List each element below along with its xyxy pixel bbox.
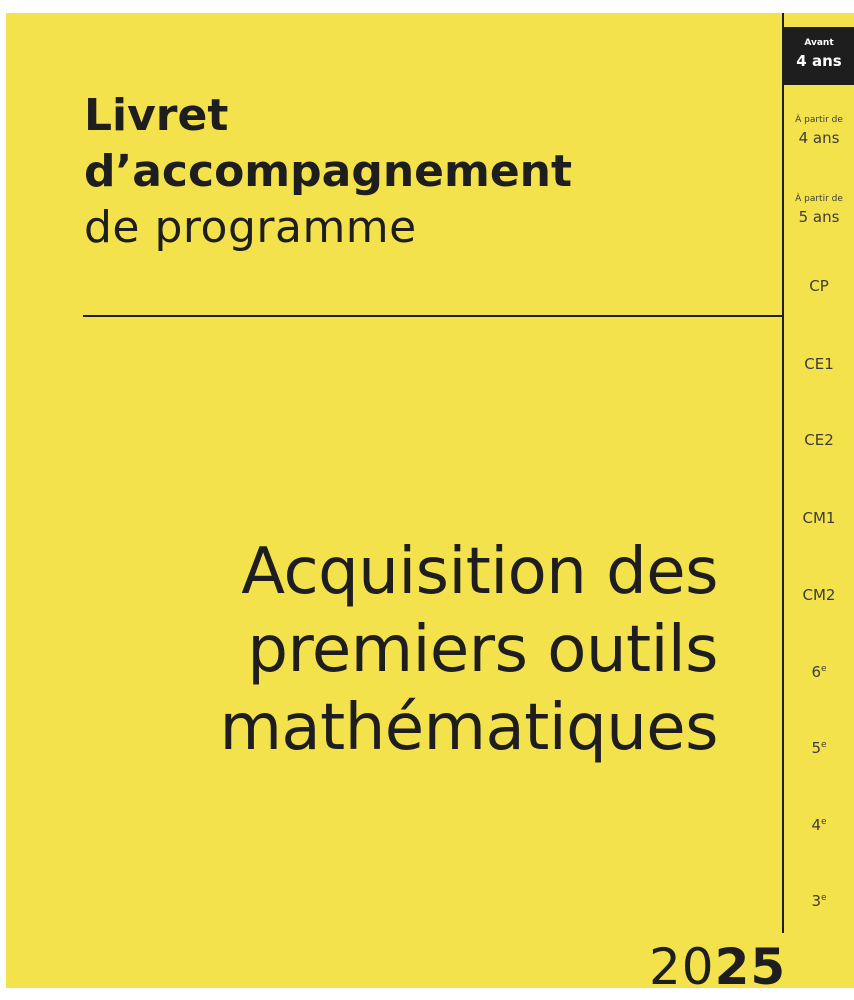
sidebar-level-suffix: e: [821, 740, 827, 750]
sidebar-item-small-label: Avant: [804, 38, 834, 48]
title-line-2: premiers outils: [247, 613, 718, 687]
sidebar-item-label: CM2: [802, 586, 836, 604]
cover-page: [6, 13, 854, 988]
sidebar-item-3e[interactable]: [784, 891, 854, 911]
sidebar-item-label: CP: [809, 277, 829, 295]
document-title: [78, 533, 718, 767]
sidebar-item-label: [784, 815, 854, 835]
sidebar-level-number: 6: [811, 663, 821, 681]
sidebar-item-label: 5 ans: [798, 208, 840, 226]
sidebar-item-ce1[interactable]: [784, 354, 854, 374]
sidebar-item-small-label: À partir de: [795, 115, 843, 125]
sidebar-item-label: [784, 662, 854, 682]
sidebar-item-avant-4-ans[interactable]: [784, 27, 854, 85]
title-line-3: mathématiques: [219, 691, 718, 765]
sidebar-item-label: [784, 738, 854, 758]
sidebar-item-4e[interactable]: [784, 815, 854, 835]
header-line-3: de programme: [84, 202, 417, 253]
sidebar-level-suffix: e: [821, 893, 827, 903]
year-light: 20: [649, 938, 715, 988]
sidebar-item-label: 4 ans: [798, 129, 840, 147]
header-line-2: d’accompagnement: [84, 146, 573, 197]
header-line-1: Livret: [84, 90, 229, 141]
sidebar-item-a-partir-de-5-ans[interactable]: [784, 194, 854, 227]
sidebar-item-small-label: À partir de: [795, 194, 843, 204]
sidebar-item-6e[interactable]: [784, 662, 854, 682]
sidebar-level-number: 3: [811, 892, 821, 910]
sidebar-item-cm1[interactable]: [784, 508, 854, 528]
sidebar-item-cp[interactable]: [784, 276, 854, 296]
sidebar-item-label: CE2: [804, 431, 834, 449]
sidebar-item-label: 4 ans: [796, 52, 842, 70]
sidebar-item-5e[interactable]: [784, 738, 854, 758]
document-type-header: [84, 88, 724, 256]
sidebar-item-label: CM1: [802, 509, 836, 527]
sidebar-item-label: CE1: [804, 355, 834, 373]
sidebar-item-ce2[interactable]: [784, 430, 854, 450]
sidebar-level-number: 4: [811, 816, 821, 834]
sidebar-level-suffix: e: [821, 817, 827, 827]
sidebar-level-suffix: e: [821, 664, 827, 674]
sidebar-level-number: 5: [811, 739, 821, 757]
title-line-1: Acquisition des: [241, 535, 718, 609]
sidebar-divider: [782, 13, 784, 933]
header-divider: [83, 315, 783, 317]
year-bold: 25: [714, 938, 787, 988]
sidebar-item-label: [784, 891, 854, 911]
publication-year: [649, 937, 786, 988]
sidebar-item-cm2[interactable]: [784, 585, 854, 605]
sidebar-item-a-partir-de-4-ans[interactable]: [784, 115, 854, 148]
